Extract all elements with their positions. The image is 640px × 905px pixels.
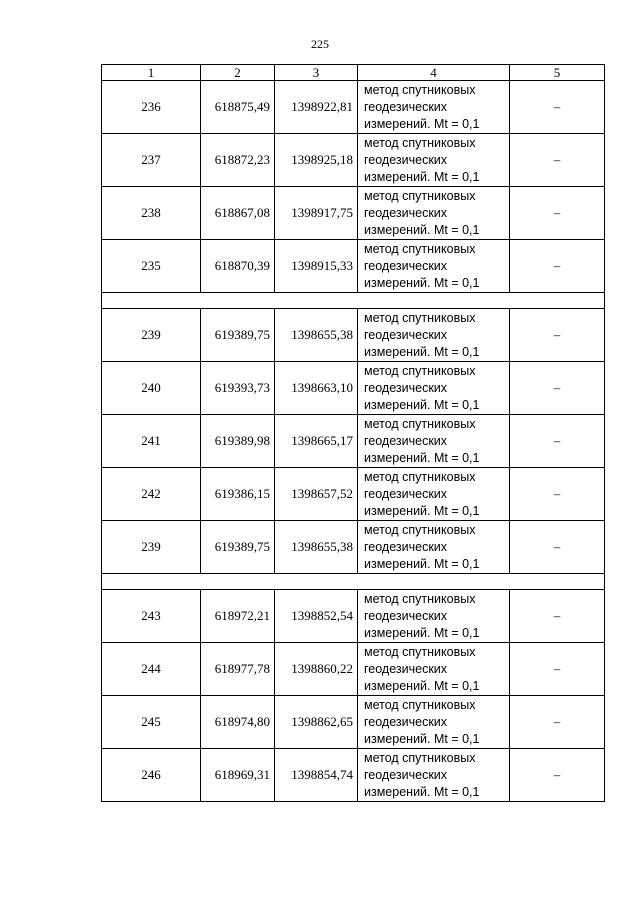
- point-number-cell: 244: [102, 643, 201, 696]
- y-coordinate-cell: 1398922,81: [275, 81, 358, 134]
- method-line: геодезических: [364, 486, 448, 501]
- page-number: 225: [311, 37, 329, 51]
- method-line: геодезических: [364, 99, 448, 114]
- point-number-cell: 239: [102, 521, 201, 574]
- point-number-cell: 235: [102, 240, 201, 293]
- y-coordinate-cell: 1398663,10: [275, 362, 358, 415]
- note-cell: –: [510, 187, 605, 240]
- method-line: измерений. Mt = 0,1: [364, 450, 480, 465]
- x-coordinate-cell: 618974,80: [201, 696, 275, 749]
- header-col-4: 4: [358, 65, 510, 81]
- header-col-5: 5: [510, 65, 605, 81]
- method-cell: [358, 696, 510, 749]
- table-row: [102, 362, 605, 415]
- header-col-3: 3: [275, 65, 358, 81]
- separator-cell: [102, 293, 605, 309]
- method-line: измерений. Mt = 0,1: [364, 784, 480, 799]
- y-coordinate-cell: 1398860,22: [275, 643, 358, 696]
- method-cell: [358, 521, 510, 574]
- table-row: [102, 468, 605, 521]
- table-separator-row: [102, 574, 605, 590]
- method-line: метод спутниковых: [364, 82, 476, 97]
- method-line: измерений. Mt = 0,1: [364, 625, 480, 640]
- y-coordinate-cell: 1398657,52: [275, 468, 358, 521]
- method-cell: [358, 187, 510, 240]
- method-line: метод спутниковых: [364, 469, 476, 484]
- note-cell: –: [510, 415, 605, 468]
- y-coordinate-cell: 1398655,38: [275, 309, 358, 362]
- method-cell: [358, 415, 510, 468]
- note-cell: –: [510, 134, 605, 187]
- method-line: метод спутниковых: [364, 241, 476, 256]
- method-line: геодезических: [364, 767, 448, 782]
- x-coordinate-cell: 618870,39: [201, 240, 275, 293]
- method-line: геодезических: [364, 608, 448, 623]
- table-row: [102, 749, 605, 802]
- x-coordinate-cell: 619386,15: [201, 468, 275, 521]
- method-line: геодезических: [364, 539, 448, 554]
- note-cell: –: [510, 643, 605, 696]
- table-row: [102, 187, 605, 240]
- method-line: метод спутниковых: [364, 135, 476, 150]
- method-line: метод спутниковых: [364, 416, 476, 431]
- x-coordinate-cell: 619389,75: [201, 521, 275, 574]
- x-coordinate-cell: 618872,23: [201, 134, 275, 187]
- method-cell: [358, 309, 510, 362]
- point-number-cell: 242: [102, 468, 201, 521]
- table-body: [102, 65, 605, 802]
- y-coordinate-cell: 1398665,17: [275, 415, 358, 468]
- method-line: геодезических: [364, 205, 448, 220]
- method-line: измерений. Mt = 0,1: [364, 116, 480, 131]
- method-line: геодезических: [364, 380, 448, 395]
- method-cell: [358, 362, 510, 415]
- method-line: измерений. Mt = 0,1: [364, 678, 480, 693]
- point-number-cell: 243: [102, 590, 201, 643]
- y-coordinate-cell: 1398854,74: [275, 749, 358, 802]
- method-line: геодезических: [364, 152, 448, 167]
- table-row: [102, 696, 605, 749]
- method-cell: [358, 81, 510, 134]
- point-number-cell: 245: [102, 696, 201, 749]
- method-line: метод спутниковых: [364, 310, 476, 325]
- table-row: [102, 240, 605, 293]
- note-cell: –: [510, 362, 605, 415]
- method-line: метод спутниковых: [364, 750, 476, 765]
- table-row: [102, 521, 605, 574]
- table-separator-row: [102, 293, 605, 309]
- x-coordinate-cell: 618969,31: [201, 749, 275, 802]
- method-line: метод спутниковых: [364, 591, 476, 606]
- point-number-cell: 238: [102, 187, 201, 240]
- y-coordinate-cell: 1398915,33: [275, 240, 358, 293]
- x-coordinate-cell: 619393,73: [201, 362, 275, 415]
- y-coordinate-cell: 1398655,38: [275, 521, 358, 574]
- note-cell: –: [510, 696, 605, 749]
- x-coordinate-cell: 618867,08: [201, 187, 275, 240]
- table-row: [102, 81, 605, 134]
- method-line: геодезических: [364, 714, 448, 729]
- note-cell: –: [510, 240, 605, 293]
- method-cell: [358, 468, 510, 521]
- method-line: измерений. Mt = 0,1: [364, 169, 480, 184]
- method-line: метод спутниковых: [364, 188, 476, 203]
- method-line: измерений. Mt = 0,1: [364, 344, 480, 359]
- table-row: [102, 134, 605, 187]
- x-coordinate-cell: 618977,78: [201, 643, 275, 696]
- point-number-cell: 239: [102, 309, 201, 362]
- coordinates-table: [101, 64, 605, 802]
- method-cell: [358, 590, 510, 643]
- method-line: геодезических: [364, 433, 448, 448]
- note-cell: –: [510, 309, 605, 362]
- point-number-cell: 236: [102, 81, 201, 134]
- method-line: метод спутниковых: [364, 522, 476, 537]
- method-line: метод спутниковых: [364, 363, 476, 378]
- table-header-row: [102, 65, 605, 81]
- x-coordinate-cell: 619389,98: [201, 415, 275, 468]
- method-line: геодезических: [364, 327, 448, 342]
- x-coordinate-cell: 618875,49: [201, 81, 275, 134]
- method-line: измерений. Mt = 0,1: [364, 222, 480, 237]
- note-cell: –: [510, 590, 605, 643]
- method-cell: [358, 240, 510, 293]
- point-number-cell: 240: [102, 362, 201, 415]
- y-coordinate-cell: 1398925,18: [275, 134, 358, 187]
- x-coordinate-cell: 619389,75: [201, 309, 275, 362]
- table-row: [102, 309, 605, 362]
- point-number-cell: 241: [102, 415, 201, 468]
- header-col-2: 2: [201, 65, 275, 81]
- point-number-cell: 246: [102, 749, 201, 802]
- method-line: геодезических: [364, 258, 448, 273]
- separator-cell: [102, 574, 605, 590]
- note-cell: –: [510, 521, 605, 574]
- method-cell: [358, 134, 510, 187]
- y-coordinate-cell: 1398852,54: [275, 590, 358, 643]
- method-line: измерений. Mt = 0,1: [364, 503, 480, 518]
- point-number-cell: 237: [102, 134, 201, 187]
- method-line: метод спутниковых: [364, 697, 476, 712]
- method-line: измерений. Mt = 0,1: [364, 731, 480, 746]
- method-cell: [358, 643, 510, 696]
- note-cell: –: [510, 749, 605, 802]
- x-coordinate-cell: 618972,21: [201, 590, 275, 643]
- table-row: [102, 590, 605, 643]
- table-row: [102, 643, 605, 696]
- y-coordinate-cell: 1398917,75: [275, 187, 358, 240]
- method-line: измерений. Mt = 0,1: [364, 275, 480, 290]
- header-col-1: 1: [102, 65, 201, 81]
- method-cell: [358, 749, 510, 802]
- note-cell: –: [510, 81, 605, 134]
- method-line: измерений. Mt = 0,1: [364, 556, 480, 571]
- table-row: [102, 415, 605, 468]
- note-cell: –: [510, 468, 605, 521]
- method-line: геодезических: [364, 661, 448, 676]
- y-coordinate-cell: 1398862,65: [275, 696, 358, 749]
- method-line: метод спутниковых: [364, 644, 476, 659]
- method-line: измерений. Mt = 0,1: [364, 397, 480, 412]
